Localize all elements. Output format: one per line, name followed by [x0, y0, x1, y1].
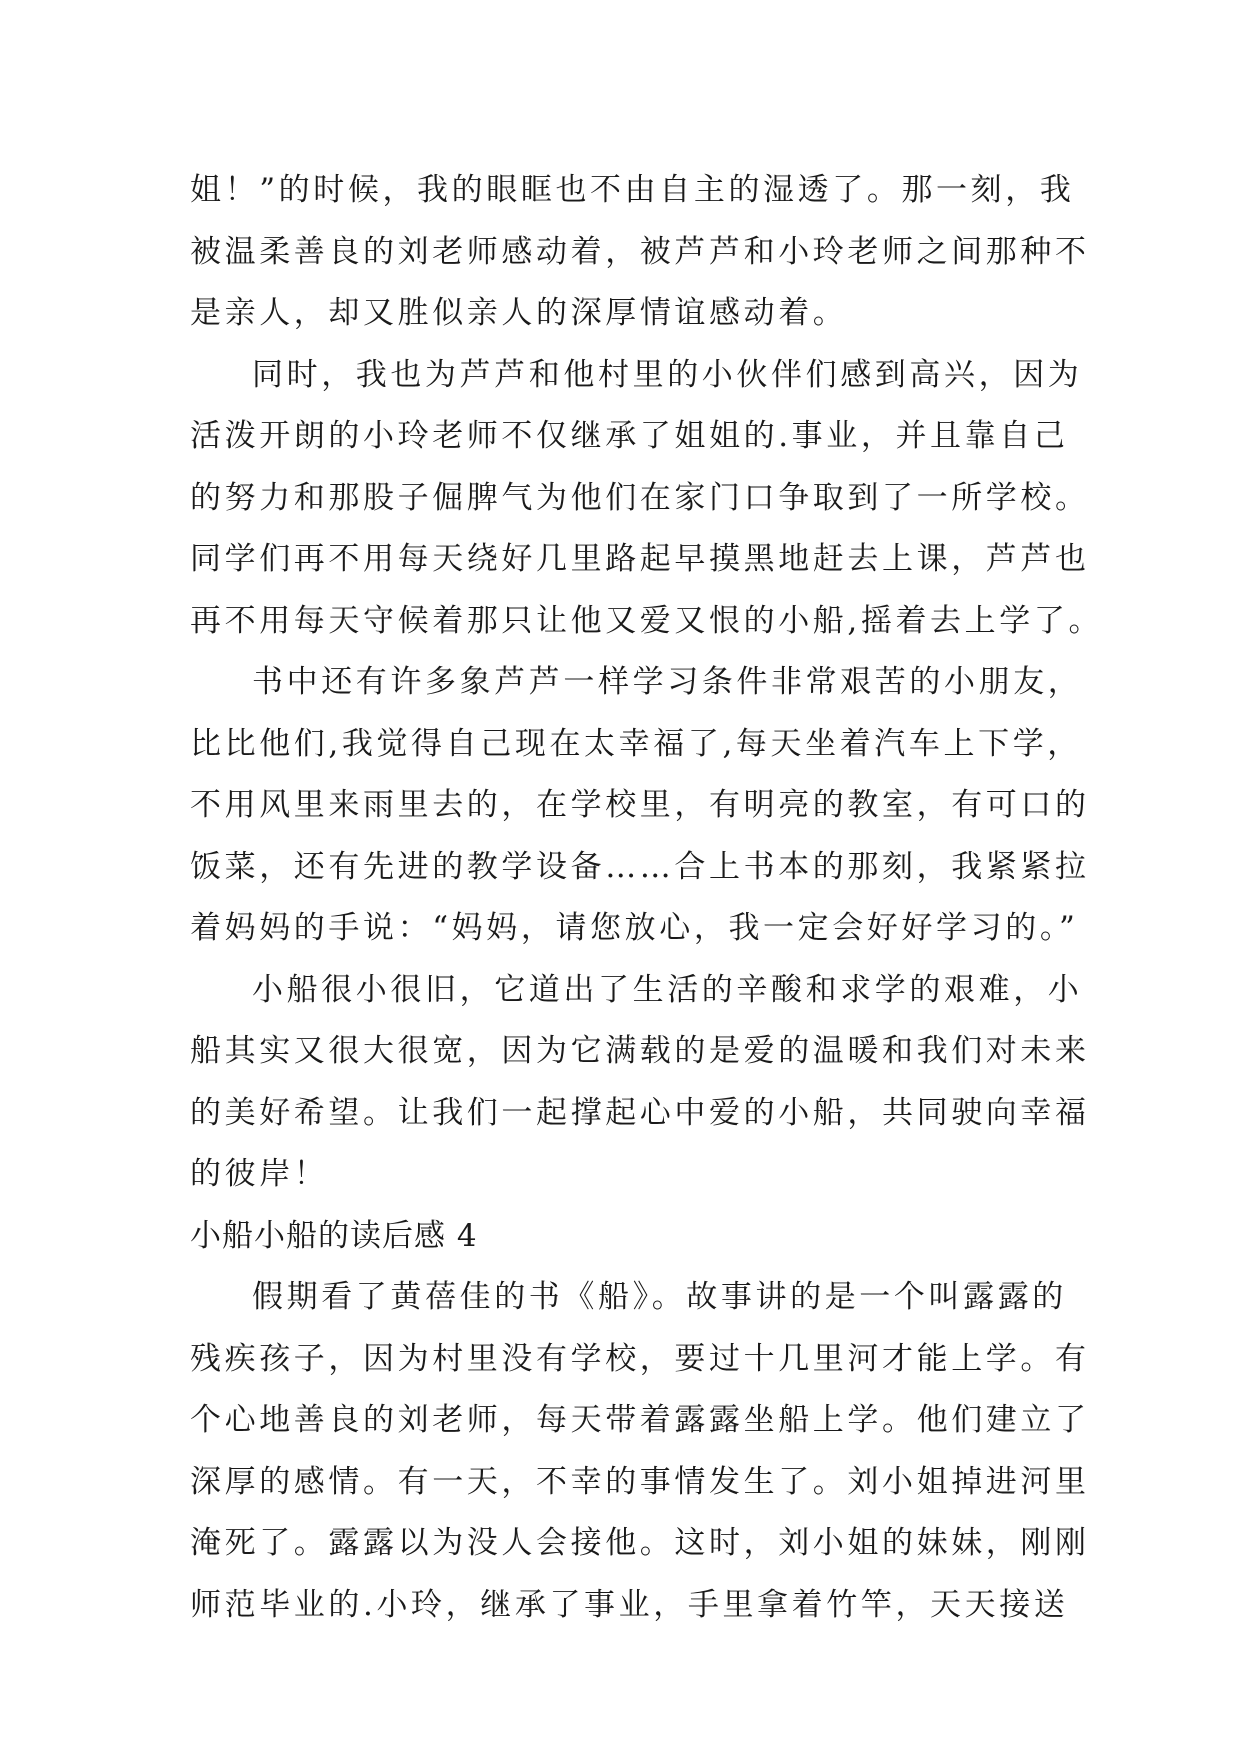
text-line: 活泼开朗的小玲老师不仅继承了姐姐的.事业，并且靠自己: [190, 418, 1069, 454]
text-line: 是亲人，却又胜似亲人的深厚情谊感动着。: [190, 295, 848, 331]
text-line: 着妈妈的手说：“妈妈，请您放心，我一定会好好学习的。”: [190, 910, 1079, 946]
text-line: 不用风里来雨里去的，在学校里，有明亮的教室，有可口的: [190, 787, 1090, 823]
paragraph-start-line: 假期看了黄蓓佳的书《船》。故事讲的是一个叫露露的: [252, 1279, 1067, 1315]
text-line: 个心地善良的刘老师，每天带着露露坐船上学。他们建立了: [190, 1402, 1090, 1438]
text-line: 再不用每天守候着那只让他又爱又恨的小船,摇着去上学了。: [190, 602, 1104, 639]
paragraph-start-line: 小船很小很旧，它道出了生活的辛酸和求学的艰难，小: [252, 971, 1083, 1008]
paragraph-start-line: 书中还有许多象芦芦一样学习条件非常艰苦的小朋友，: [252, 664, 1083, 700]
text-line: 被温柔善良的刘老师感动着，被芦芦和小玲老师之间那种不: [190, 233, 1090, 270]
text-line: 残疾孩子，因为村里没有学校，要过十几里河才能上学。有: [190, 1340, 1090, 1377]
text-line: 淹死了。露露以为没人会接他。这时，刘小姐的妹妹，刚刚: [190, 1525, 1090, 1561]
section-heading: 小船小船的读后感 4: [190, 1217, 478, 1254]
document-page: [190, 160, 1104, 1636]
text-line: 的彼岸！: [190, 1156, 329, 1192]
text-line: 姐！”的时候，我的眼眶也不由自主的湿透了。那一刻，我: [190, 172, 1075, 208]
text-line: 比比他们,我觉得自己现在太幸福了,每天坐着汽车上下学，: [190, 725, 1082, 762]
text-line: 饭菜，还有先进的教学设备……合上书本的那刻，我紧紧拉: [190, 848, 1090, 885]
text-line: 的美好希望。让我们一起撑起心中爱的小船，共同驶向幸福: [190, 1094, 1090, 1131]
text-line: 同学们再不用每天绕好几里路起早摸黑地赶去上课，芦芦也: [190, 541, 1090, 577]
text-line: 船其实又很大很宽，因为它满载的是爱的温暖和我们对未来: [190, 1033, 1090, 1069]
text-line: 的努力和那股子倔脾气为他们在家门口争取到了一所学校。: [190, 479, 1090, 516]
paragraph-start-line: 同时，我也为芦芦和他村里的小伙伴们感到高兴，因为: [252, 356, 1083, 393]
text-line: 师范毕业的.小玲，继承了事业，手里拿着竹竿，天天接送: [190, 1586, 1069, 1623]
text-line: 深厚的感情。有一天，不幸的事情发生了。刘小姐掉进河里: [190, 1463, 1090, 1500]
